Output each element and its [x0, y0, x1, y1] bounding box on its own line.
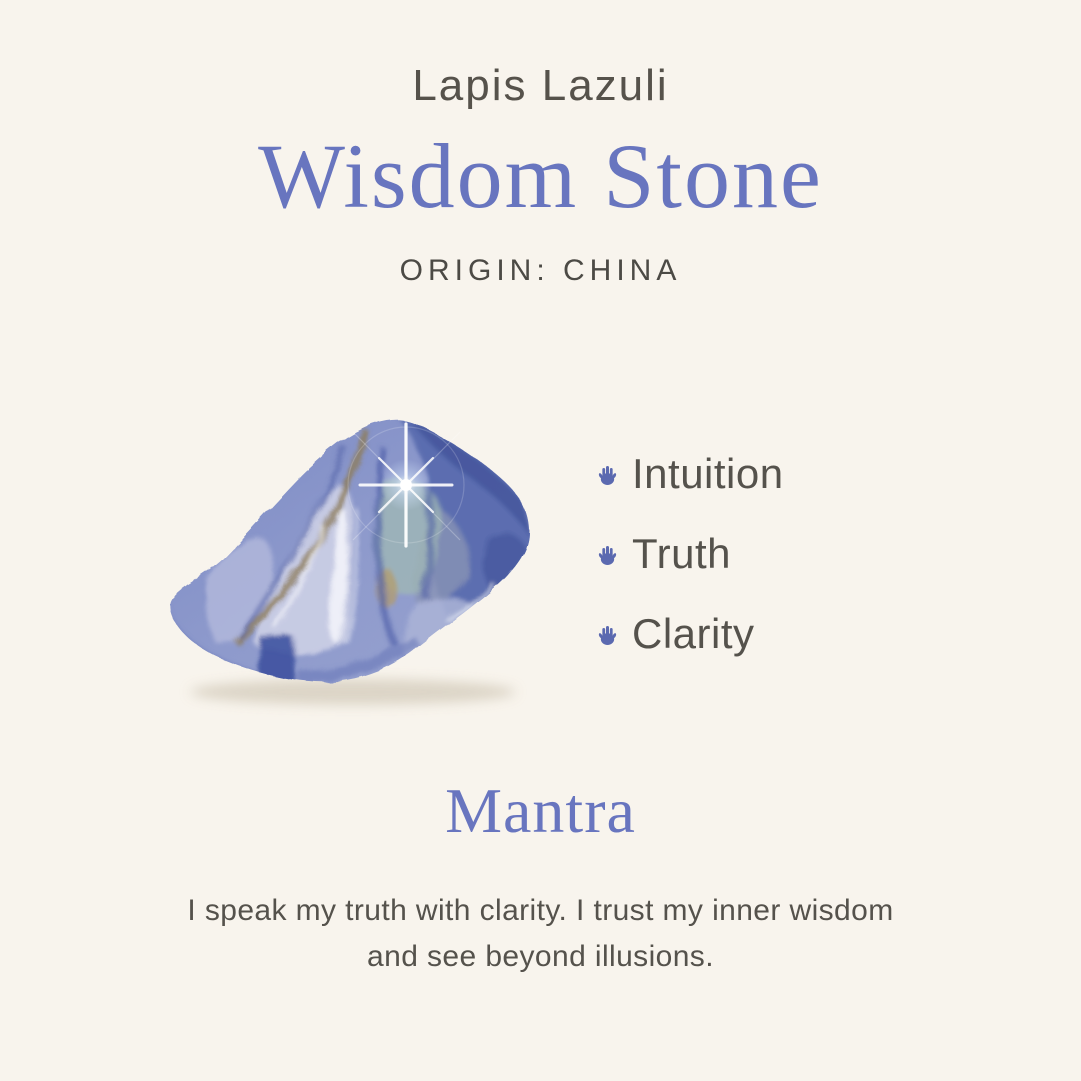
hamsa-icon	[598, 625, 617, 646]
stone-shadow	[190, 679, 516, 705]
figure-row	[0, 388, 1081, 724]
mantra-section	[0, 776, 1081, 980]
lapis-stone-illustration	[148, 388, 568, 720]
hamsa-icon	[598, 545, 617, 566]
mantra-text	[111, 888, 971, 979]
mantra-heading: Mantra	[445, 775, 636, 846]
list-item	[598, 530, 784, 578]
mantra-line: and see beyond illusions.	[367, 939, 714, 973]
list-item	[598, 450, 784, 498]
page-title: Wisdom Stone	[258, 125, 823, 227]
hamsa-icon	[598, 465, 617, 486]
origin-label: ORIGIN: CHINA	[399, 254, 682, 287]
properties-list	[598, 450, 784, 658]
mantra-line: I speak my truth with clarity. I trust my inner wisdom	[187, 894, 894, 928]
property-label: Intuition	[632, 450, 784, 497]
property-label: Truth	[632, 530, 731, 577]
list-item	[598, 610, 784, 658]
stone-name: Lapis Lazuli	[412, 61, 669, 110]
property-label: Clarity	[632, 610, 755, 657]
header	[0, 61, 1081, 287]
